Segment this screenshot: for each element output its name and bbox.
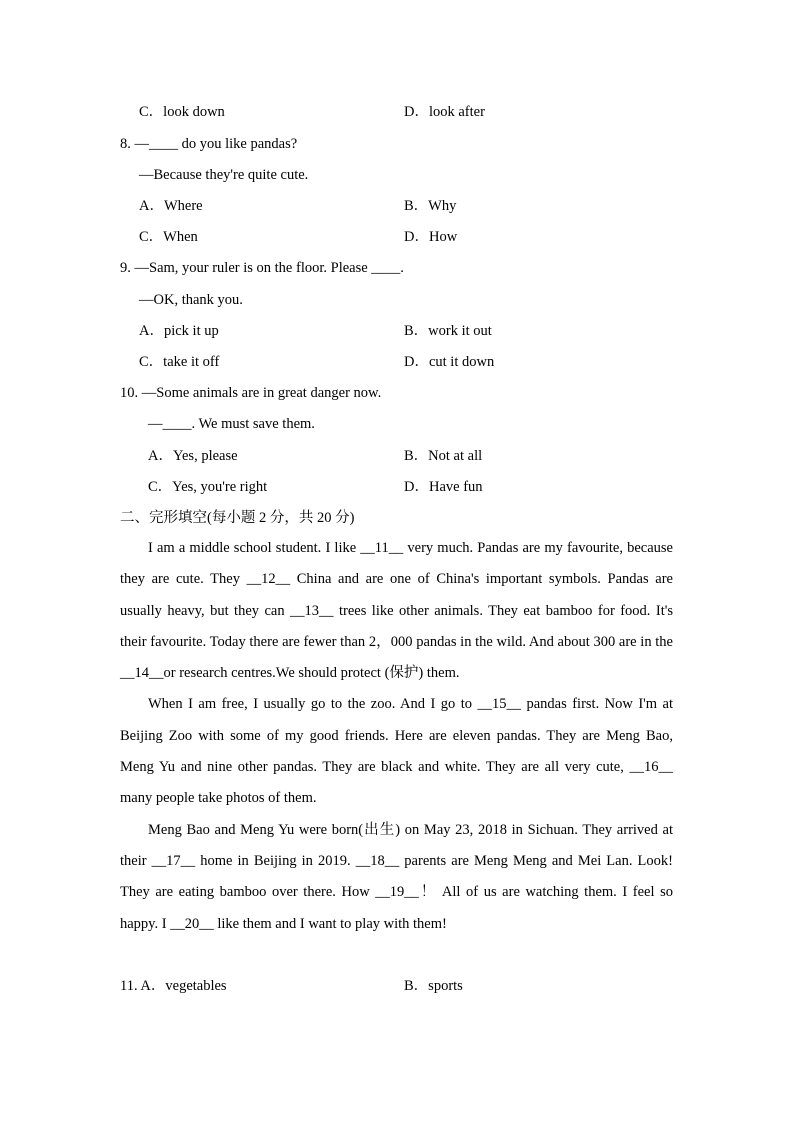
q8-option-c: C．When <box>139 229 198 245</box>
q10-option-d: D．Have fun <box>404 479 483 495</box>
q10-option-a: A．Yes, please <box>148 448 238 464</box>
passage-paragraph-3: Meng Bao and Meng Yu were born(出生) on May 23, 2018 in Sichuan. They arrived at their __17__ home in Beijing in 2019. __18__ parents are Meng Meng and Mei Lan. Look! They are eating bamboo over there. How __19__！ All of us are watching them. I feel so happy. I __20__ like them and I want to play with them! <box>120 821 673 932</box>
q8-reply: —Because they're quite cute. <box>139 167 309 183</box>
q11-option-b: B．sports <box>404 978 463 994</box>
q10-option-b: B．Not at all <box>404 448 483 464</box>
q8-option-d: D．How <box>404 229 458 245</box>
q8-option-a: A．Where <box>139 198 203 214</box>
section-title: 二、完形填空(每小题 2 分，共 20 分) <box>120 510 355 526</box>
passage-paragraph-2: When I am free, I usually go to the zoo. And I go to __15__ pandas first. Now I'm at Beijing Zoo with some of my good friends. Here are eleven pandas. They are Meng Bao, Meng Yu and nine other pandas. They are black and white. They are all very cute, __16__ many people take photos of them. <box>120 696 673 807</box>
q9-option-d: D．cut it down <box>404 354 495 370</box>
q9-reply: —OK, thank you. <box>139 292 243 308</box>
q7-option-d: D．look after <box>404 104 485 120</box>
q10-option-c: C．Yes, you're right <box>148 479 268 495</box>
q9-option-c: C．take it off <box>139 354 220 370</box>
q9-stem: 9. —Sam, your ruler is on the floor. Please ____. <box>120 260 404 276</box>
q8-stem: 8. —____ do you like pandas? <box>120 136 298 152</box>
q8-option-b: B．Why <box>404 198 457 214</box>
q9-option-a: A．pick it up <box>139 323 219 339</box>
q9-option-b: B．work it out <box>404 323 492 339</box>
q7-option-c: C．look down <box>139 104 225 120</box>
cloze-passage <box>120 533 673 940</box>
passage-paragraph-1: I am a middle school student. I like __11__ very much. Pandas are my favourite, because they are cute. They __12__ China and are one of China's important symbols. Pandas are usually heavy, but they can __13__ trees like other animals. They eat bamboo for food. It's their favourite. Today there are fewer than 2，000 pandas in the wild. And about 300 are in the __14__or research centres.We should protect (保护) them. <box>120 540 673 682</box>
q10-stem: 10. —Some animals are in great danger now. <box>120 385 382 401</box>
q10-reply: —____. We must save them. <box>148 416 315 432</box>
q11-option-a: 11. A．vegetables <box>120 978 227 994</box>
